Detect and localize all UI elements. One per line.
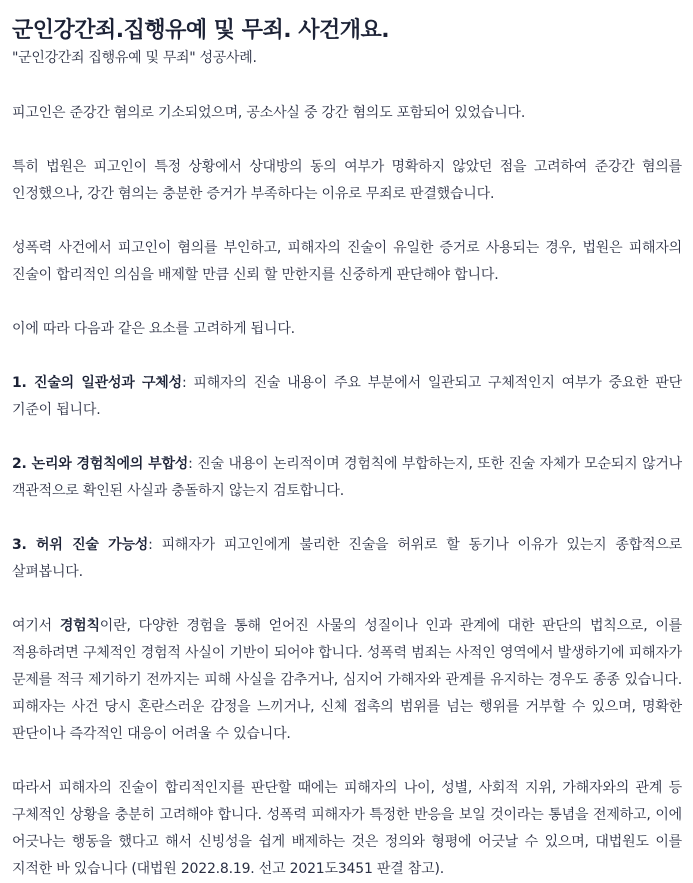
spacer bbox=[12, 424, 682, 451]
page-subtitle: "군인강간죄 집행유예 및 무죄" 성공사례. bbox=[12, 50, 257, 66]
criterion-item-2 bbox=[12, 451, 682, 505]
criterion-label: 2. 논리와 경험칙에의 부합성 bbox=[12, 456, 189, 472]
criterion-text: : 피해자가 피고인에게 불리한 진술을 허위로 할 동기나 이유가 있는지 종합적으로 살펴봅니다. bbox=[12, 537, 682, 580]
criterion-text: : 진술 내용이 논리적이며 경험칙에 부합하는지, 또한 진술 자체가 모순되지 않거나 객관적으로 확인된 사실과 충돌하지 않는지 검토합니다. bbox=[12, 456, 682, 499]
spacer bbox=[12, 505, 682, 532]
criterion-item-3 bbox=[12, 532, 682, 586]
paragraph-1: 피고인은 준강간 혐의로 기소되었으며, 공소사실 중 강간 혐의도 포함되어 있었습니다. bbox=[12, 105, 526, 121]
paragraph-5 bbox=[12, 613, 682, 748]
paragraph-5-lead: 여기서 bbox=[12, 618, 60, 634]
spacer bbox=[12, 748, 682, 775]
document-body bbox=[12, 0, 682, 883]
criterion-label: 1. 진술의 일관성과 구체성 bbox=[12, 375, 182, 391]
paragraph-5-body: 이란, 다양한 경험을 통해 얻어진 사물의 성질이나 인과 관계에 대한 판단의 법칙으로, 이를 적용하려면 구체적인 경험적 사실이 기반이 되어야 합니다. 성폭력 범죄는 사적인 영역에서 발생하기에 피해자가 문제를 적극 제기하기 전까지는 피해 사실을 감추거나, 심지어 가해자와 관계를 유지하는 경우도 종종 있습니다. 피해자는 사건 당시 혼란스러운 감정을 느끼거나, 신체 접촉의 범위를 넘는 행위를 거부할 수 있으며, 명확한 판단이나 즉각적인 대응이 어려울 수 있습니다. bbox=[12, 618, 682, 742]
term-empirical-rule: 경험칙 bbox=[59, 618, 100, 634]
criterion-text: : 피해자의 진술 내용이 주요 부분에서 일관되고 구체적인지 여부가 중요한 판단 기준이 됩니다. bbox=[12, 375, 683, 418]
page-title: 군인강간죄.집행유예 및 무죄. 사건개요. bbox=[12, 18, 390, 43]
spacer bbox=[12, 343, 682, 370]
spacer bbox=[12, 586, 682, 613]
criterion-item-1 bbox=[12, 370, 682, 424]
paragraph-3: 성폭력 사건에서 피고인이 혐의를 부인하고, 피해자의 진술이 유일한 증거로 사용되는 경우, 법원은 피해자의 진술이 합리적인 의심을 배제할 만큼 신뢰 할 만한지를 신중하게 판단해야 합니다. bbox=[12, 240, 682, 283]
spacer bbox=[12, 68, 682, 100]
criterion-label: 3. 허위 진술 가능성 bbox=[12, 537, 149, 553]
paragraph-2: 특히 법원은 피고인이 특정 상황에서 상대방의 동의 여부가 명확하지 않았던 점을 고려하여 준강간 혐의를 인정했으나, 강간 혐의는 충분한 증거가 부족하다는 이유로 무죄로 판결했습니다. bbox=[12, 159, 682, 202]
spacer bbox=[12, 208, 682, 235]
spacer bbox=[12, 127, 682, 154]
paragraph-4: 이에 따라 다음과 같은 요소를 고려하게 됩니다. bbox=[12, 321, 295, 337]
paragraph-6: 따라서 피해자의 진술이 합리적인지를 판단할 때에는 피해자의 나이, 성별, 사회적 지위, 가해자와의 관계 등 구체적인 상황을 충분히 고려해야 합니다. 성폭력 피해자가 특정한 반응을 보일 것이라는 통념을 전제하고, 이에 어긋나는 행동을 했다고 해서 신빙성을 쉽게 배제하는 것은 정의와 형평에 어긋날 수 있으며, 대법원도 이를 지적한 바 있습니다 (대법원 2022.8.19. 선고 2021도3451 판결 참고). bbox=[12, 780, 682, 877]
spacer bbox=[12, 289, 682, 316]
